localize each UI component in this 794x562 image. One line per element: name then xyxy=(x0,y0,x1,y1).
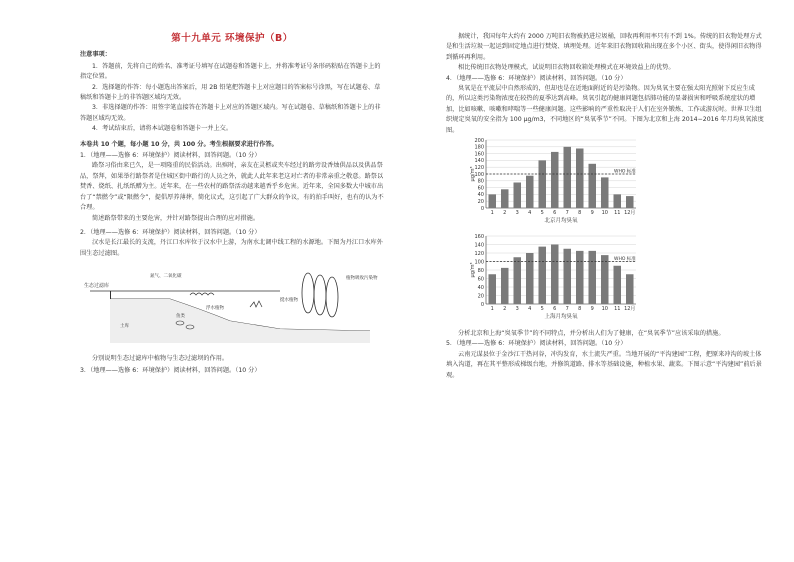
bar xyxy=(501,268,509,304)
y-tick-label: 20 xyxy=(477,293,484,300)
bar xyxy=(576,149,584,209)
y-tick-label: 80 xyxy=(477,268,484,275)
y-tick-label: 60 xyxy=(477,276,484,283)
x-tick-label: 7 xyxy=(565,306,569,313)
bar xyxy=(614,194,622,208)
x-tick-label: 12月 xyxy=(624,210,636,217)
bar xyxy=(489,194,497,208)
x-tick-label: 1 xyxy=(490,210,494,217)
bar xyxy=(539,160,547,208)
y-tick-label: 60 xyxy=(477,185,484,192)
chart-title: 上海月均臭氧 xyxy=(544,314,578,321)
question-4-stem: 4．（地理——选修 6：环境保护）阅读材料，回答问题。（10 分） xyxy=(446,74,627,82)
chart-title: 北京月均臭氧 xyxy=(544,218,578,225)
bar xyxy=(551,152,559,208)
notice-item: 3．非选择题的作答：用签字笔直接答在答题卡上对应的答题区域内。写在试题卷、草稿纸和答题卡上的非答题区域均无效。 xyxy=(80,104,381,122)
bar xyxy=(514,183,522,209)
y-tick-label: 140 xyxy=(474,158,484,165)
question-1-task: 简述路祭带来的主要危害，并针对路祭提出合理的应对措施。 xyxy=(92,214,260,222)
question-2-body: 汉水是长江最长的支流，丹江口水库位于汉水中上游，为南水北调中线工程的水源地。下图为丹江口水库外围生态过滤图。 xyxy=(80,239,383,257)
question-5-body: 云南元谋县位于金沙江干热河谷，冲沟发育，水土流失严重。当地开展的“平沟建园”工程，把原来冲沟的坡土体填入沟道，再在其平整形成梯级台地，并修筑道路、排水等基础设施，种植水果、蔬菜。下图示意“平沟建园”前后景观。 xyxy=(446,350,762,379)
bar xyxy=(614,266,622,304)
page-title: 第十九单元 环境保护（B） xyxy=(171,33,293,44)
diagram-label: 挺水植物 xyxy=(280,298,298,304)
x-tick-label: 2 xyxy=(503,306,507,313)
diagram-label: 氮气、二氧化碳 xyxy=(150,274,182,280)
reference-line-label: WHO 标准 xyxy=(614,257,636,263)
bar xyxy=(514,258,522,305)
y-tick-label: 40 xyxy=(477,192,484,199)
x-tick-label: 8 xyxy=(578,210,582,217)
question-4-task: 分析北京和上海“臭氧季节”的不同特点，并分析出人们为了健康，在“臭氧季节”应该采取的措施。 xyxy=(458,329,725,337)
diagram-label: 生态过滤库 xyxy=(84,283,110,290)
y-tick-label: 120 xyxy=(474,251,484,258)
question-5-stem: 5．（地理——选修 6：环境保护）阅读材料，回答问题。（10 分） xyxy=(446,340,627,348)
x-tick-label: 11 xyxy=(614,306,621,313)
x-tick-label: 6 xyxy=(553,306,557,313)
notice-item: 2．选择题的作答：每小题选出答案后，用 2B 铅笔把答题卡上对应题目的答案标号涂黑，写在试题卷、草稿纸和答题卡上的非答题区域均无效。 xyxy=(80,83,381,102)
y-tick-label: 180 xyxy=(474,144,484,151)
bar xyxy=(601,177,609,208)
y-axis-label: μg/m³ xyxy=(470,166,476,182)
bar xyxy=(526,176,534,208)
bar xyxy=(601,256,609,305)
shanghai-ozone-chart xyxy=(446,232,766,324)
y-tick-label: 40 xyxy=(477,285,484,292)
reference-line-label: WHO 标准 xyxy=(614,169,636,175)
notice-title: 注意事项： xyxy=(80,51,111,59)
bar xyxy=(539,247,547,304)
y-axis-label: μg/m³ xyxy=(470,263,476,278)
question-3-stem: 3．（地理——选修 6：环境保护）阅读材料，回答问题。（10 分） xyxy=(80,366,261,374)
notice-item: 4．考试结束后，请将本试题卷和答题卡一并上交。 xyxy=(92,125,233,133)
bar xyxy=(501,189,509,208)
left-column xyxy=(80,26,384,376)
x-tick-label: 3 xyxy=(515,306,519,313)
x-tick-label: 9 xyxy=(590,210,594,217)
diagram-label: 浮水植物 xyxy=(206,306,224,312)
question-4-body: 臭氧是在平流层中自然形成的，但却也是在近地面附近的是污染物。因为臭氧主要在强太阳光照射下反应生成的，所以这类污染物浓度在较热的夏季达到高峰。臭氧引起的健康问题包括肺功能的显著损害和呼吸系统症状的增加，比如咳嗽、咳嗽和哮喘等一些健康问题。这些影响的严重性取决于人们在室外锻炼、工作或游玩时。世界卫生组织规定臭氧的安全指为 100 μg/m3，不同地区的“臭氧季节”不同。下图为北京和上海 2014−2016 年月均臭氧浓度图。 xyxy=(446,85,764,134)
bar xyxy=(626,275,634,305)
ecological-filter-diagram xyxy=(80,265,384,345)
x-tick-label: 10 xyxy=(601,306,608,313)
x-tick-label: 10 xyxy=(601,210,608,217)
beijing-ozone-chart xyxy=(446,136,766,228)
y-tick-label: 0 xyxy=(480,302,484,309)
question-1-body: 路祭习俗由来已久，是一项隆重的民俗活动。出殡时，亲友在灵柩或夹车经过的路旁设香烛供品以及供品祭品，祭拜，如果举行路祭者是住城区街中路行的人员之外，就此人此年来老这对亡者的非常亲重之敬意。路祭以焚香、烧纸、扎纸纸赠为主。近年来，在一些农村的路祭活动越来越香乎乡危害。近年来，全国多数大中城市出台了“禁燃令”或“限燃令”，提倡厚养薄葬，简化议式，这引起了广大群众的争议，有的拍手叫好，也有的认为不合理。 xyxy=(80,162,384,212)
y-tick-label: 200 xyxy=(474,137,484,144)
y-tick-label: 20 xyxy=(477,199,484,206)
question-2-task: 分别说明生态过滤库中植物与生态过滤坝的作用。 xyxy=(92,354,229,362)
question-2-stem: 2．（地理——选修 6：环境保护）阅读材料，回答问题。（10 分） xyxy=(80,228,261,236)
x-tick-label: 4 xyxy=(528,306,532,313)
x-tick-label: 1 xyxy=(490,306,494,313)
tree-icon xyxy=(302,273,338,317)
x-tick-label: 3 xyxy=(515,210,519,217)
x-tick-label: 8 xyxy=(578,306,582,313)
y-tick-label: 160 xyxy=(474,234,484,241)
diagram-label: 土库 xyxy=(120,324,129,330)
x-tick-label: 7 xyxy=(565,210,569,217)
y-tick-label: 100 xyxy=(474,171,484,178)
bar xyxy=(564,147,572,208)
bar xyxy=(564,249,572,304)
x-tick-label: 11 xyxy=(614,210,621,217)
y-tick-label: 100 xyxy=(474,259,484,266)
y-tick-label: 120 xyxy=(474,165,484,172)
y-tick-label: 0 xyxy=(480,205,484,212)
bar xyxy=(626,196,634,208)
x-tick-label: 2 xyxy=(503,210,507,217)
section-instruction: 本卷共 10 个题，每小题 10 分，共 100 分。考生根据要求进行作答。 xyxy=(80,140,278,148)
x-tick-label: 6 xyxy=(553,210,557,217)
x-tick-label: 5 xyxy=(540,210,544,217)
x-tick-label: 5 xyxy=(540,306,544,313)
y-tick-label: 80 xyxy=(477,178,484,185)
notice-item: 1．答题前，先将自己的姓名、准考证号填写在试题卷和答题卡上，并将准考证号条形码粘贴在答题卡上的指定位置。 xyxy=(80,62,381,81)
bar xyxy=(576,251,584,304)
bar xyxy=(589,164,597,208)
question-1-stem: 1．（地理——选修 6：环境保护）阅读材料，回答问题。（10 分） xyxy=(80,152,261,160)
bar xyxy=(526,253,534,304)
x-tick-label: 9 xyxy=(590,306,594,313)
y-tick-label: 140 xyxy=(474,242,484,249)
x-tick-label: 4 xyxy=(528,210,532,217)
x-tick-label: 12月 xyxy=(624,306,636,313)
question-3-body: 据统计，我国每年大约有 2000 万吨旧衣物被扔进垃圾桶，回收再利用率只有不到 1%。传统的旧衣物处理方式是和生活垃圾一起运到固定地点进行焚烧、填埋处理。近年来旧衣物回收箱出现在多个小区、街头，使得闲旧衣物得到循环再利用。 xyxy=(446,33,762,61)
bar xyxy=(489,275,497,305)
bar xyxy=(589,251,597,304)
question-3-task: 相比传统旧衣物处理模式，试说明旧衣物回收箱处理模式在环境效益上的优势。 xyxy=(458,64,675,72)
diagram-label: 鱼类 xyxy=(176,314,185,320)
right-column xyxy=(446,32,766,381)
bar xyxy=(551,245,559,305)
y-tick-label: 160 xyxy=(474,151,484,158)
diagram-label: 植物吸收污染物 xyxy=(346,276,378,282)
